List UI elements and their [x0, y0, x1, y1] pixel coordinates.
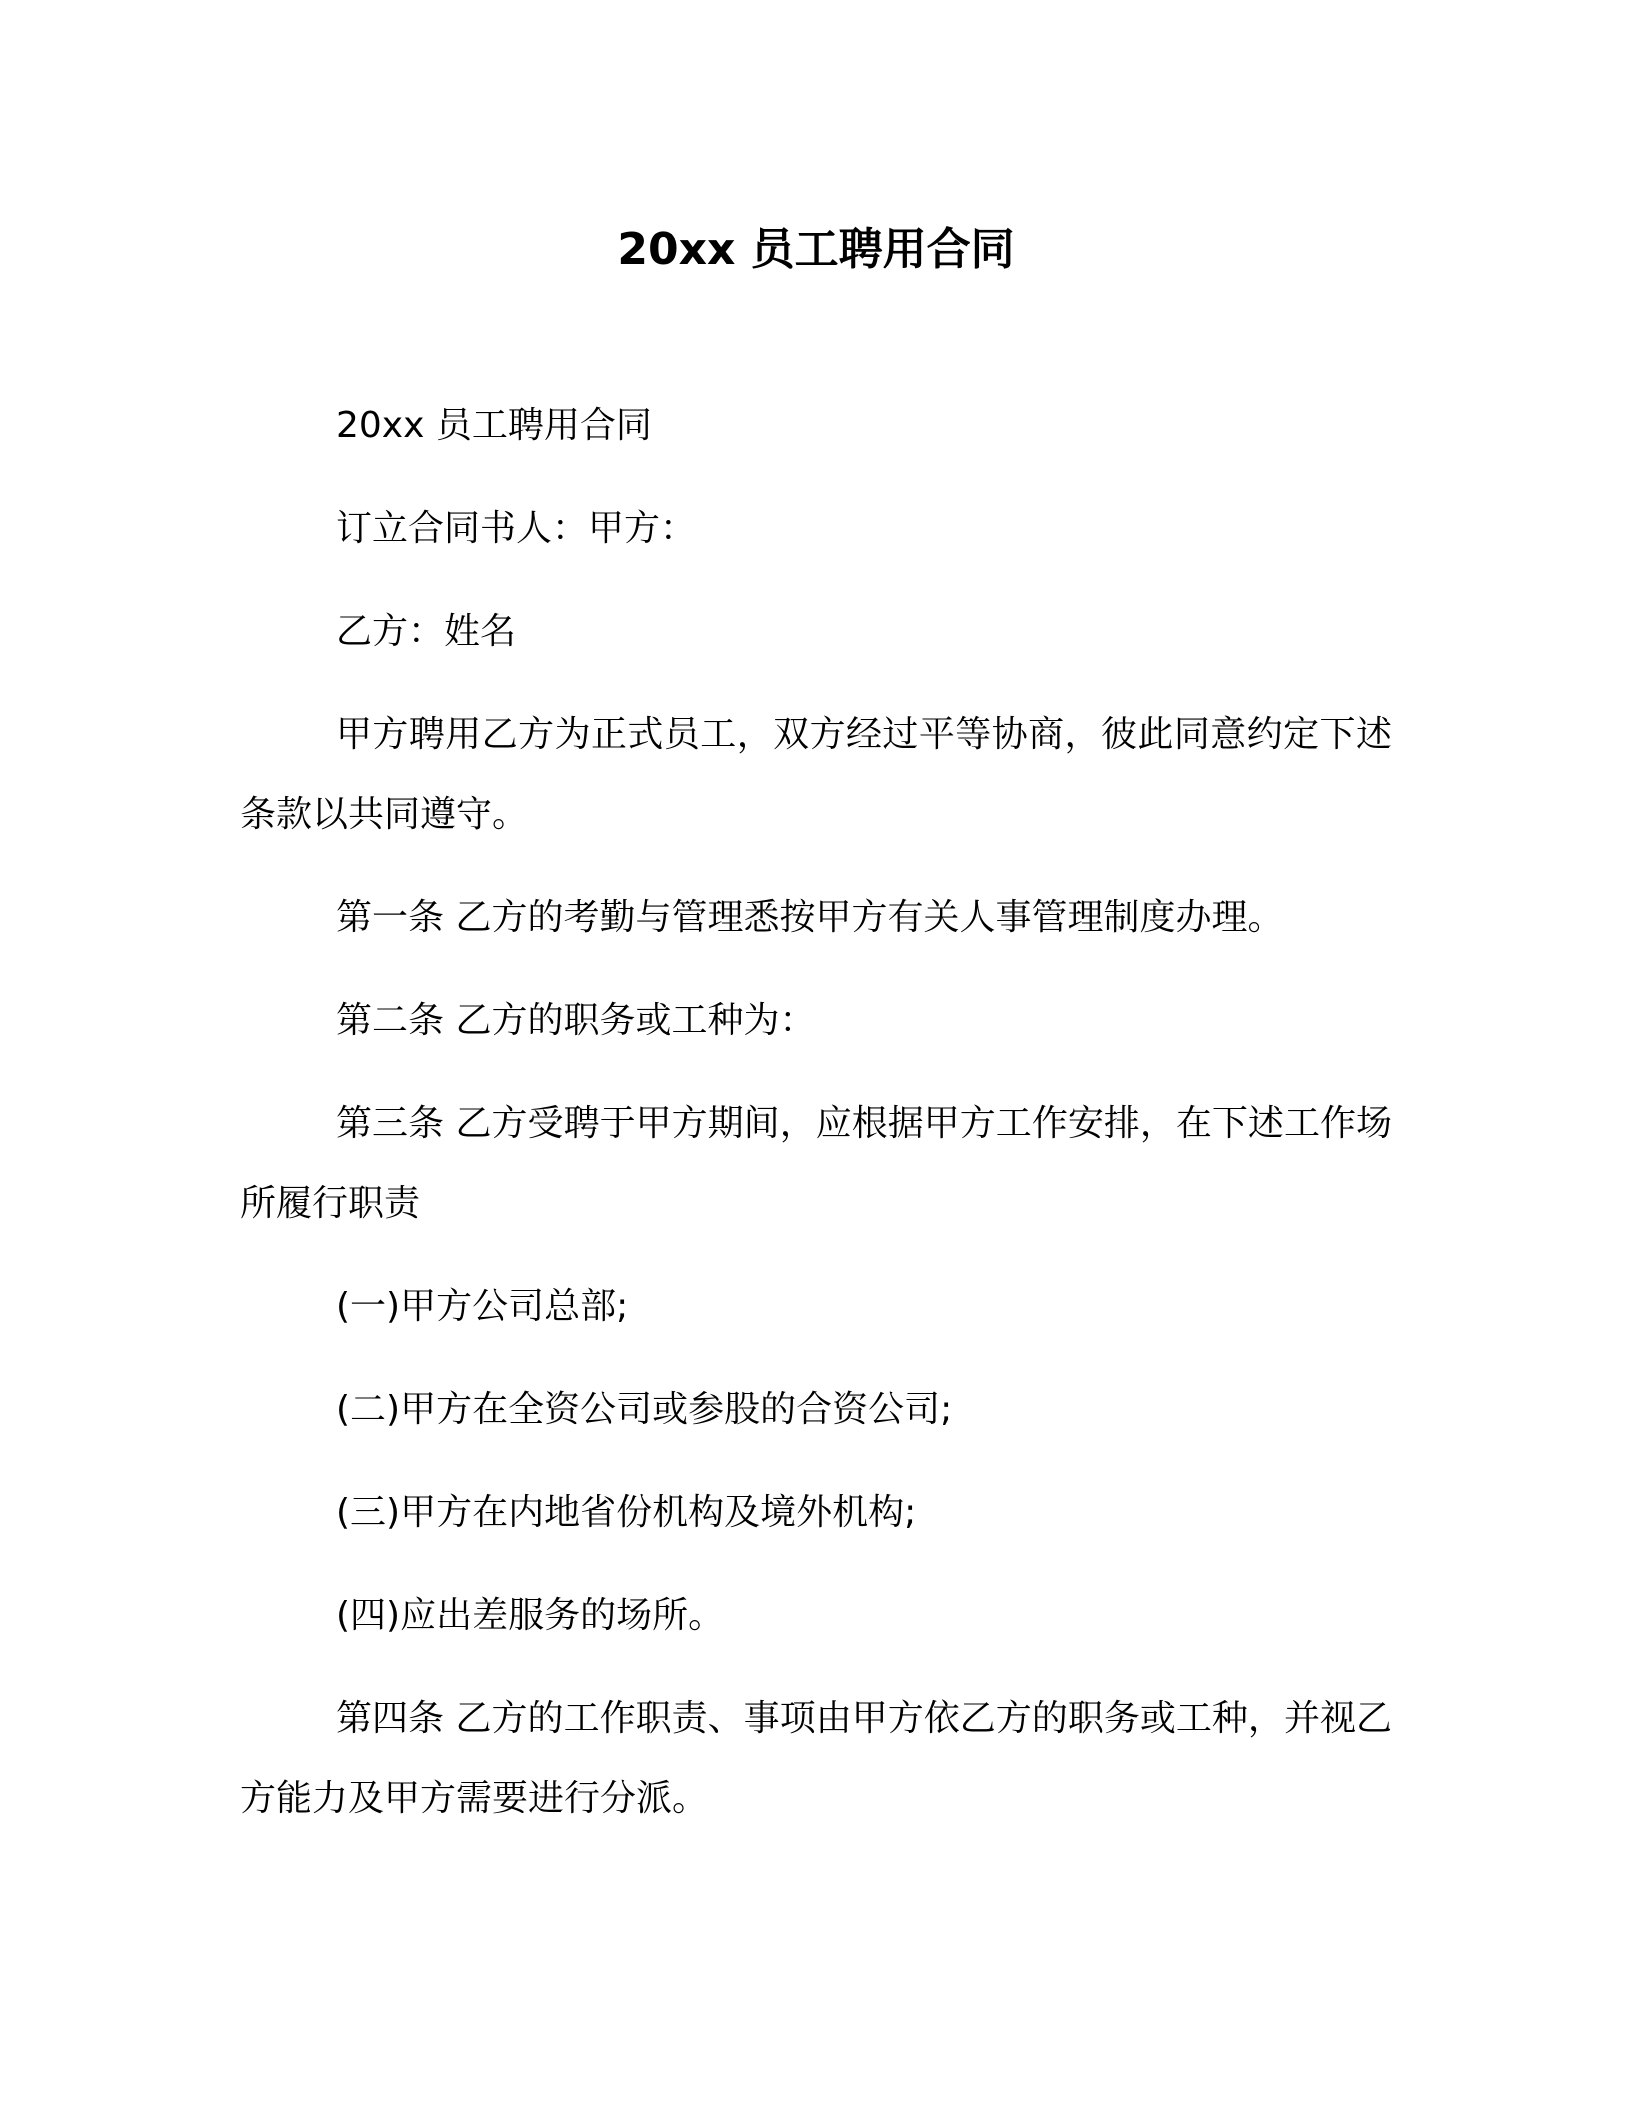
list-item-2: (二)甲方在全资公司或参股的合资公司;: [336, 1389, 953, 1430]
paragraph-preamble: 甲方聘用乙方为正式员工，双方经过平等协商，彼此同意约定下述条款以共同遵守。: [240, 714, 1392, 835]
paragraph-article-2: 第二条 乙方的职务或工种为：: [336, 1000, 816, 1041]
paragraph-party-b: 乙方：姓名: [336, 611, 517, 652]
list-item-4: (四)应出差服务的场所。: [336, 1595, 725, 1636]
paragraph-heading: 20xx 员工聘用合同: [336, 405, 652, 446]
list-item-3: (三)甲方在内地省份机构及境外机构;: [336, 1492, 917, 1533]
paragraph-article-3: 第三条 乙方受聘于甲方期间，应根据甲方工作安排，在下述工作场所履行职责: [240, 1103, 1392, 1224]
paragraph-party-a: 订立合同书人：甲方：: [336, 508, 697, 549]
list-item-1: (一)甲方公司总部;: [336, 1286, 629, 1327]
paragraph-article-4: 第四条 乙方的工作职责、事项由甲方依乙方的职务或工种，并视乙方能力及甲方需要进行分派。: [240, 1698, 1392, 1819]
document-title: 20xx 员工聘用合同: [617, 224, 1015, 275]
document-body: [240, 386, 1392, 1862]
paragraph-article-1: 第一条 乙方的考勤与管理悉按甲方有关人事管理制度办理。: [336, 897, 1284, 938]
